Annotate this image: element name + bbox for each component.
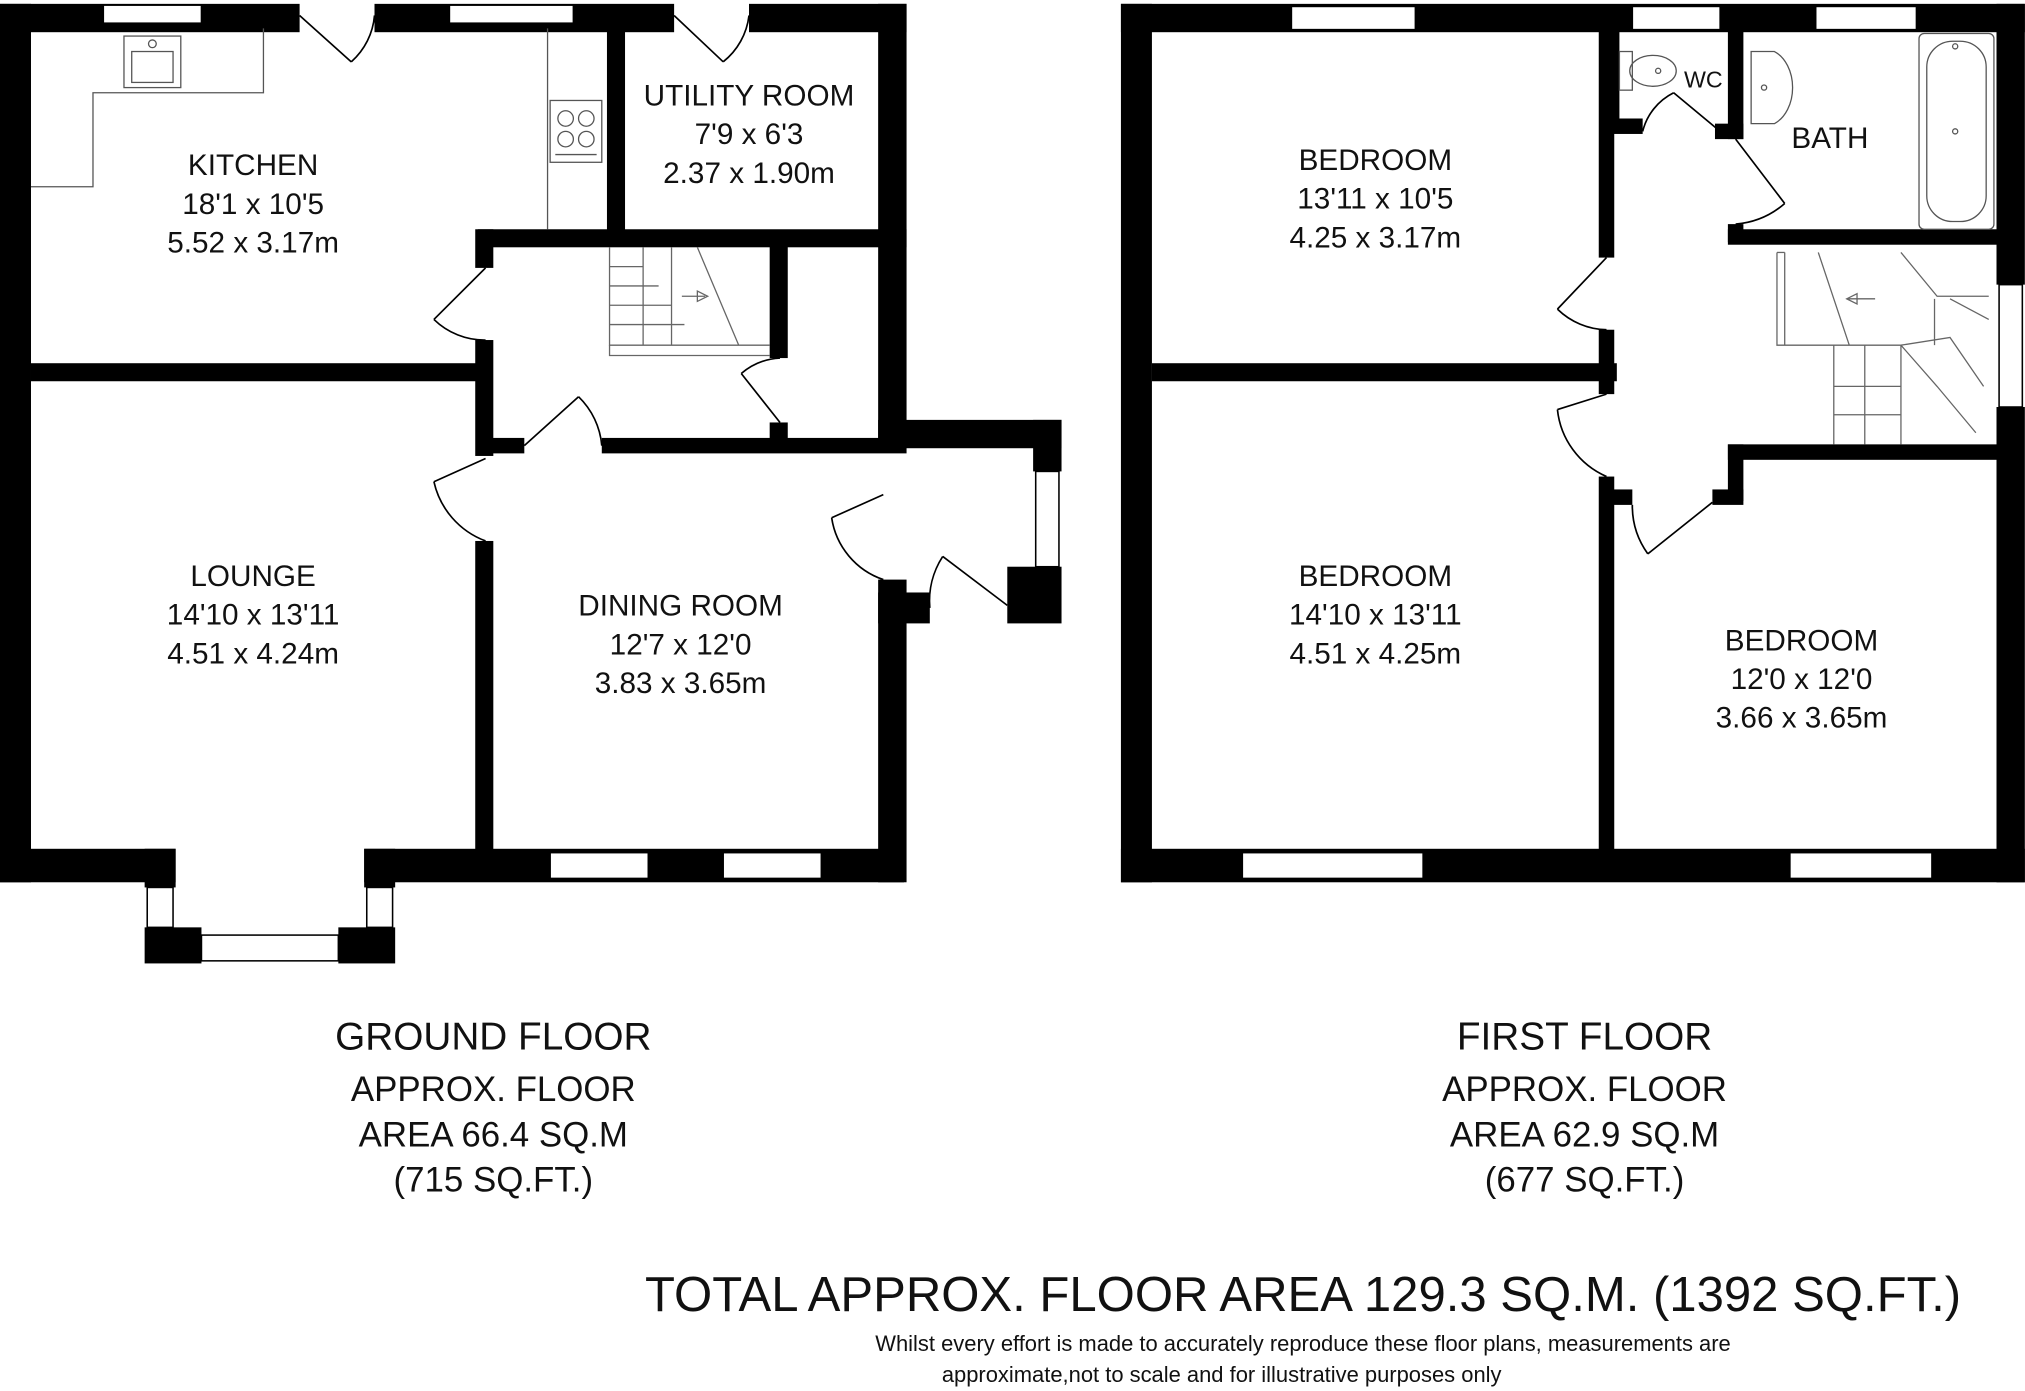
first-floor-area-line1: APPROX. FLOOR [1442, 1070, 1727, 1110]
wall [1152, 363, 1617, 381]
window [1036, 471, 1059, 566]
hob-ring-icon [579, 111, 594, 126]
sink-tap-icon [149, 40, 157, 48]
wall [607, 23, 625, 232]
door [1632, 502, 1712, 554]
bedroom2-label: BEDROOM [1298, 560, 1453, 594]
door [1557, 394, 1606, 476]
ground-floor-title: GROUND FLOOR [335, 1015, 652, 1059]
wall [878, 580, 906, 883]
bedroom1-metric: 4.25 x 3.17m [1289, 221, 1462, 255]
ground-floor-area-line1: APPROX. FLOOR [350, 1070, 636, 1110]
toilet-icon [1656, 68, 1661, 73]
first-floor-area-line3: (677 SQ.FT.) [1484, 1160, 1685, 1200]
staircase [610, 247, 770, 355]
dining-metric: 3.83 x 3.65m [594, 666, 767, 700]
bedroom3-imperial: 12'0 x 12'0 [1730, 663, 1873, 697]
wall [1997, 4, 2025, 285]
sink-icon [124, 36, 181, 88]
door [741, 358, 780, 422]
lounge-imperial: 14'10 x 13'11 [166, 598, 340, 632]
window [103, 5, 201, 23]
door [434, 459, 486, 541]
ground-floor-area-line2: AREA 66.4 SQ.M [358, 1115, 628, 1155]
toilet-icon [1630, 55, 1676, 86]
wall [475, 229, 493, 268]
utility-metric: 2.37 x 1.90m [663, 156, 835, 190]
wall [1121, 4, 1152, 882]
window [1632, 6, 1720, 29]
window [201, 935, 338, 961]
ground-floor-plan [0, 4, 1062, 1200]
bedroom2-metric: 4.51 x 4.25m [1289, 637, 1462, 671]
window [1242, 853, 1423, 879]
wall [0, 4, 31, 882]
total-floor-area: TOTAL APPROX. FLOOR AREA 129.3 SQ.M. (1392 SQ.FT.) [644, 1268, 1962, 1323]
bedroom2-imperial: 14'10 x 13'11 [1289, 598, 1462, 632]
window [367, 887, 393, 927]
door [930, 556, 1008, 608]
wall [478, 229, 907, 247]
wall [475, 541, 493, 850]
kitchen-imperial: 18'1 x 10'5 [182, 187, 325, 221]
kitchen-label: KITCHEN [187, 149, 319, 183]
first-floor-plan [1121, 4, 2025, 1200]
bedroom3-metric: 3.66 x 3.65m [1715, 701, 1888, 735]
basin-tap-icon [1761, 85, 1766, 90]
utility-imperial: 7'9 x 6'3 [694, 118, 804, 152]
door [434, 268, 486, 340]
wall [31, 363, 486, 381]
bedroom3-label: BEDROOM [1724, 624, 1879, 658]
wall [770, 240, 788, 358]
wall [364, 849, 395, 888]
wall [878, 592, 930, 623]
bedroom1-imperial: 13'11 x 10'5 [1297, 182, 1454, 216]
disclaimer-line2: approximate,not to scale and for illustrative purposes only [941, 1362, 1502, 1388]
wall [1728, 23, 1743, 139]
sink-icon [132, 52, 173, 83]
window [1816, 6, 1917, 29]
wall [770, 422, 788, 440]
window [1790, 853, 1932, 879]
window [723, 853, 821, 879]
bath-icon [1927, 41, 1986, 221]
wc-label: WC [1683, 66, 1723, 93]
window [147, 887, 173, 927]
door [1736, 139, 1785, 224]
wall [145, 849, 176, 888]
ground-floor-area-line3: (715 SQ.FT.) [393, 1160, 594, 1200]
hob-ring-icon [558, 131, 573, 146]
bath-icon [1919, 33, 1994, 229]
door [300, 15, 375, 61]
wall [1007, 567, 1061, 624]
wall [1033, 420, 1061, 472]
bath-label: BATH [1791, 122, 1869, 156]
kitchen-metric: 5.52 x 3.17m [167, 226, 339, 260]
hob-ring-icon [579, 131, 594, 146]
door [524, 397, 601, 446]
window [1999, 285, 2022, 407]
staircase [1777, 252, 1989, 444]
door [1557, 258, 1606, 330]
wall [1599, 477, 1614, 851]
wall [488, 438, 524, 453]
wall [1728, 444, 1999, 459]
wall [1599, 330, 1614, 394]
wall [1607, 489, 1633, 504]
cooker-icon [550, 100, 602, 162]
hob-ring-icon [558, 111, 573, 126]
door [674, 15, 749, 61]
lounge-label: LOUNGE [190, 560, 316, 594]
wall [602, 438, 907, 453]
wall [1728, 229, 1999, 244]
bath-tap-icon [1953, 44, 1958, 49]
bath-drain-icon [1953, 129, 1958, 134]
wall [338, 927, 395, 963]
first-floor-title: FIRST FLOOR [1456, 1015, 1713, 1059]
basin-icon [1751, 52, 1792, 124]
dining-imperial: 12'7 x 12'0 [609, 628, 752, 662]
wall [1712, 489, 1743, 504]
utility-label: UTILITY ROOM [643, 79, 855, 113]
wall [145, 927, 202, 963]
wall [1612, 118, 1643, 133]
wall [878, 4, 906, 448]
wall [1997, 407, 2025, 882]
door [832, 495, 884, 580]
window [550, 853, 648, 879]
wall [1612, 26, 1620, 132]
door [1643, 93, 1720, 132]
lounge-metric: 4.51 x 4.24m [167, 637, 339, 671]
disclaimer-line1: Whilst every effort is made to accurately reproduce these floor plans, measurements are [875, 1331, 1731, 1357]
first-floor-area-line2: AREA 62.9 SQ.M [1449, 1115, 1720, 1155]
bedroom1-label: BEDROOM [1298, 144, 1453, 178]
window [449, 5, 573, 23]
dining-label: DINING ROOM [578, 589, 783, 623]
window [1291, 6, 1415, 29]
